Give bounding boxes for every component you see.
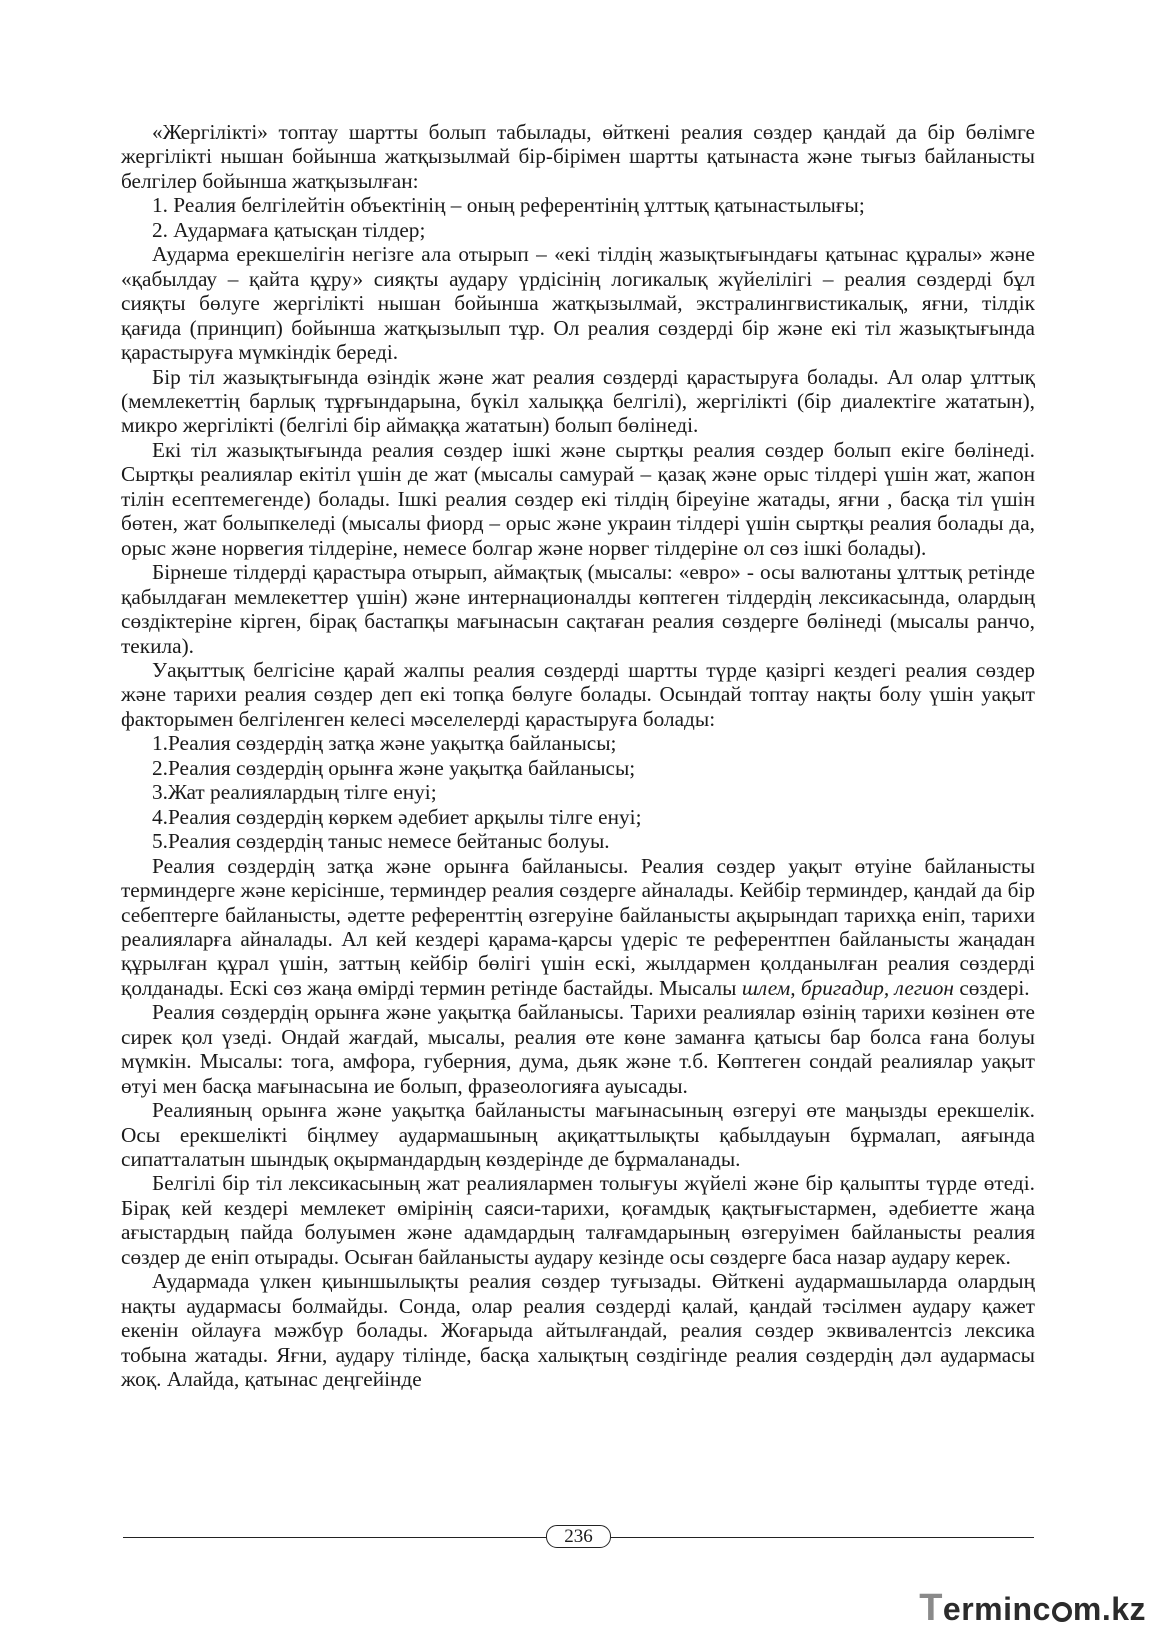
- paragraph: Бірнеше тілдерді қарастыра отырып, аймақтық (мысалы: «евро» - осы валютаны ұлттық ретінде қабылдаған мемлекеттер үшін) және интернационалды көптеген тілдердің лексикасында, олардың сөздіктеріне кірген, бірақ бастапқы мағынасын сақтаған реалия сөздерге бөлінеді (мысалы ранчо, текила).: [121, 560, 1035, 658]
- paragraph-text-end: сөздері.: [954, 975, 1030, 1000]
- watermark-t: T: [919, 1587, 943, 1629]
- paragraph: Бір тіл жазықтығында өзіндік және жат реалия сөздерді қарастыруға болады. Ал олар ұлттық (мемлекеттің барлық тұрғындарына, бүкіл халыққа белгілі), жергілікті (бір диалектіге жататын), микро жергілікті (белгілі бір аймаққа жататын) болып бөлінеді.: [121, 364, 1035, 438]
- watermark-text-1: erminc: [942, 1591, 1051, 1627]
- watermark-text-2: m.kz: [1072, 1591, 1146, 1627]
- list-item: 5.Реалия сөздердің таныс немесе бейтаныс болуы.: [152, 829, 610, 854]
- page-number: 236: [546, 1525, 611, 1548]
- paragraph: [121, 854, 1035, 1001]
- list-item: 1.Реалия сөздердің затқа және уақытқа байланысы;: [152, 731, 617, 756]
- watermark-logo: [919, 1588, 1146, 1628]
- paragraph: Реалияның орынға және уақытқа байланысты мағынасының өзгеруі өте маңызды ерекшелік. Осы ерекшелікті біңлмеу аудармашының ақиқаттылықты қабылдауын бұрмалап, аяғында сипатталатын шындық оқырмандардың көздерінде де бұрмаланады.: [121, 1098, 1035, 1172]
- paragraph: Реалия сөздердің орынға және уақытқа байланысы. Тарихи реалиялар өзінің тарихи көзінен өте сирек қол үзеді. Ондай жағдай, мысалы, реалия өте көне заманға қатысы бар болса ғана болуы мүмкін. Мысалы: тога, амфора, губерния, дума, дьяк және т.б. Көптеген сондай реалиялар уақыт өтуі мен басқа мағынасына ие болып, фразеологияға ауысады.: [121, 1000, 1035, 1098]
- paragraph: Белгілі бір тіл лексикасының жат реалиялармен толығуы жүйелі және бір қалыпты түрде өтеді. Бірақ кей кездері мемлекет өмірінің саяси-тарихи, қоғамдық қақтығыстармен, әдебиетте жаңа ағыстардың пайда болуымен және адамдардың талғамдарының өзгеруімен байланысты реалия сөздер де еніп отырады. Осыған байланысты аудару кезінде осы сөздерге баса назар аудару керек.: [121, 1171, 1035, 1269]
- list-item: 1. Реалия белгілейтін объектінің – оның референтінің ұлттық қатынастылығы;: [152, 193, 865, 218]
- list-item: 2. Аудармаға қатысқан тілдер;: [152, 217, 426, 242]
- paragraph: Аудармада үлкен қиыншылықты реалия сөздер туғызады. Өйткені аудармашыларда олардың нақты аудармасы болмайды. Сонда, олар реалия сөздерді қалай, қандай тәсілмен аудару қажет екенін ойлауға мәжбүр болады. Жоғарыда айтылғандай, реалия сөздер эквивалентсіз лексика тобына жатады. Яғни, аудару тілінде, басқа халықтың сөздігінде реалия сөздердің дәл аудармасы жоқ. Алайда, қатынас деңгейінде: [121, 1269, 1035, 1392]
- watermark-o-icon: [1052, 1602, 1072, 1622]
- paragraph: Аударма ерекшелігін негізге ала отырып – «екі тілдің жазықтығындағы қатынас құралы» және «қабылдау – қайта құру» сияқты аудару үрдісінің логикалық жүйелілігі – реалия сөздерді бұл сияқты бөлуге жергілікті нышан бойынша жатқызылмай, экстралингвистикалық, яғни, тілдік қағида (принцип) бойынша жатқызылып тұр. Ол реалия сөздерді бір және екі тіл жазықтығында қарастыруға мүмкіндік береді.: [121, 242, 1035, 365]
- paragraph-text: Реалия сөздердің затқа және орынға байланысы. Реалия сөздер уақыт өтуіне байланысты терминдерге және керісінше, терминдер реалия сөздерге айналады. Кейбір терминдер, қандай да бір себептерге байланысты, әдетте референттің өзгеруіне байланысты ақырындап тарихқа еніп, тарихи реалияларға айналады. Ал кей кездері қарама-қарсы үдеріс те референтпен байланысты жаңадан құрылған құрал үшін, заттың кейбір бөлігі үшін ескі, жылдармен қолданылған реалия сөздерді қолданады. Ескі сөз жаңа өмірді термин ретінде бастайды. Мысалы: [121, 853, 1035, 1000]
- document-body: [121, 120, 1035, 1392]
- paragraph: Уақыттық белгісіне қарай жалпы реалия сөздерді шартты түрде қазіргі кездегі реалия сөздер және тарихи реалия сөздер деп екі топқа бөлуге болады. Осындай топтау нақты болу үшін уақыт факторымен белгіленген келесі мәселелерді қарастыруға болады:: [121, 657, 1035, 731]
- list-item: 3.Жат реалиялардың тілге енуі;: [152, 780, 437, 805]
- footer-rule-right: [611, 1537, 1034, 1538]
- paragraph: «Жергілікті» топтау шартты болып табылады, өйткені реалия сөздер қандай да бір бөлімге жергілікті нышан бойынша жатқызылмай бір-бірімен шартты қатынаста және тығыз байланысты белгілер бойынша жатқызылған:: [121, 120, 1035, 193]
- paragraph: Екі тіл жазықтығында реалия сөздер ішкі және сыртқы реалия сөздер болып екіге бөлінеді. Сыртқы реалиялар екітіл үшін де жат (мысалы самурай – қазақ және орыс тілдері үшін жат, жапон тілін есептемегенде) болады. Ішкі реалия сөздер екі тілдің біреуіне жатады, яғни , басқа тіл үшін бөтен, жат болыпкеледі (мысалы фиорд – орыс және украин тілдері үшін сыртқы реалия болады да, орыс және норвегия тілдеріне, немесе болгар және норвег тілдеріне ол сөз ішкі болады).: [121, 437, 1035, 560]
- list-item: 2.Реалия сөздердің орынға және уақытқа байланысы;: [152, 755, 636, 780]
- italic-examples: шлем, бригадир, легион: [741, 975, 954, 1000]
- footer-rule-left: [123, 1537, 546, 1538]
- list-item: 4.Реалия сөздердің көркем әдебиет арқылы тілге енуі;: [152, 804, 642, 829]
